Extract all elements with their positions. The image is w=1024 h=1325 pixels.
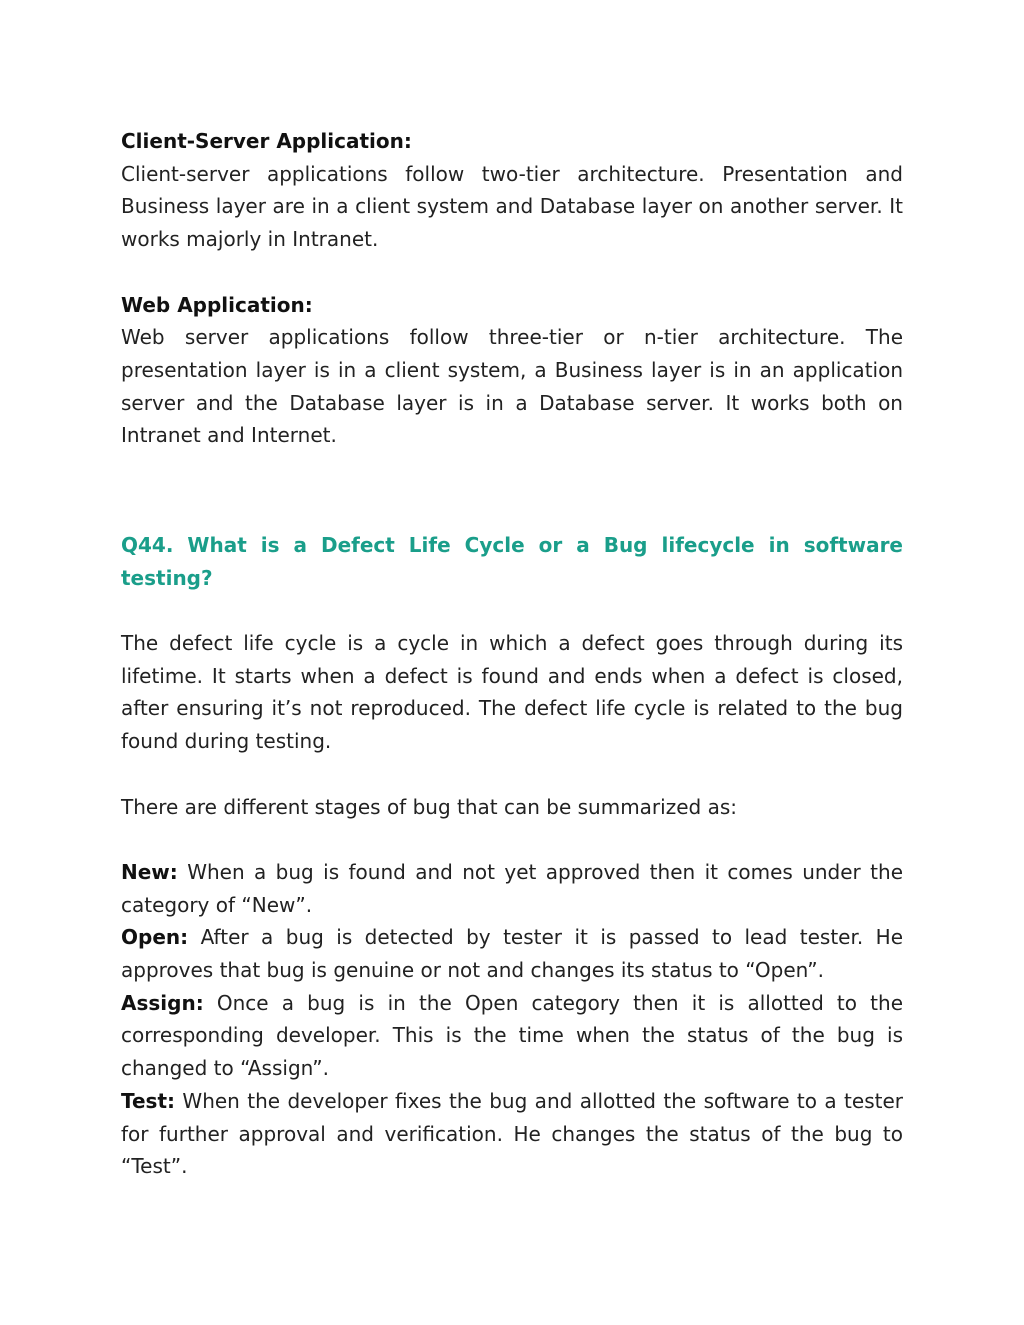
stage-open <box>121 921 903 986</box>
stage-assign <box>121 987 903 1085</box>
defect-lifecycle-intro: The defect life cycle is a cycle in which a defect goes through during its lifetime. It starts when a defect is found and ends when a defect is closed, after ensuring it’s not reproduced. The defect life cycle is related to the bug found during testing. <box>121 631 903 754</box>
stage-term: Test: <box>121 1088 176 1113</box>
client-server-body: Client-server applications follow two-tier architecture. Presentation and Business layer are in a client system and Database layer on another server. It works majorly in Intranet. <box>121 161 903 252</box>
stage-new <box>121 856 903 921</box>
stage-term: Open: <box>121 925 189 950</box>
web-application-heading: Web Application: <box>121 292 313 317</box>
stage-description: Once a bug is in the Open category then it is allotted to the corresponding developer. This is the time when the status of the bug is changed to “Assign”. <box>121 990 903 1081</box>
stage-test <box>121 1085 903 1183</box>
client-server-heading: Client-Server Application: <box>121 129 412 153</box>
question-heading: Q44. What is a Defect Life Cycle or a Bug lifecycle in software testing? <box>121 533 903 591</box>
stage-description: After a bug is detected by tester it is passed to lead tester. He approves that bug is genuine or not and changes its status to “Open”. <box>121 925 904 983</box>
stage-term: New: <box>121 859 178 884</box>
document-page <box>121 125 903 1183</box>
stage-description: When the developer fixes the bug and allotted the software to a tester for further approval and verification. He changes the status of the bug to “Test”. <box>121 1088 903 1179</box>
web-application-body: Web server applications follow three-tier or n-tier architecture. The presentation layer is in a client system, a Business layer is in an application server and the Database layer is in a Database server. It works both on Intranet and Internet. <box>121 325 903 448</box>
stage-description: When a bug is found and not yet approved then it comes under the category of “New”. <box>121 859 903 917</box>
stages-intro: There are different stages of bug that can be summarized as: <box>121 794 737 819</box>
stage-term: Assign: <box>121 990 204 1015</box>
